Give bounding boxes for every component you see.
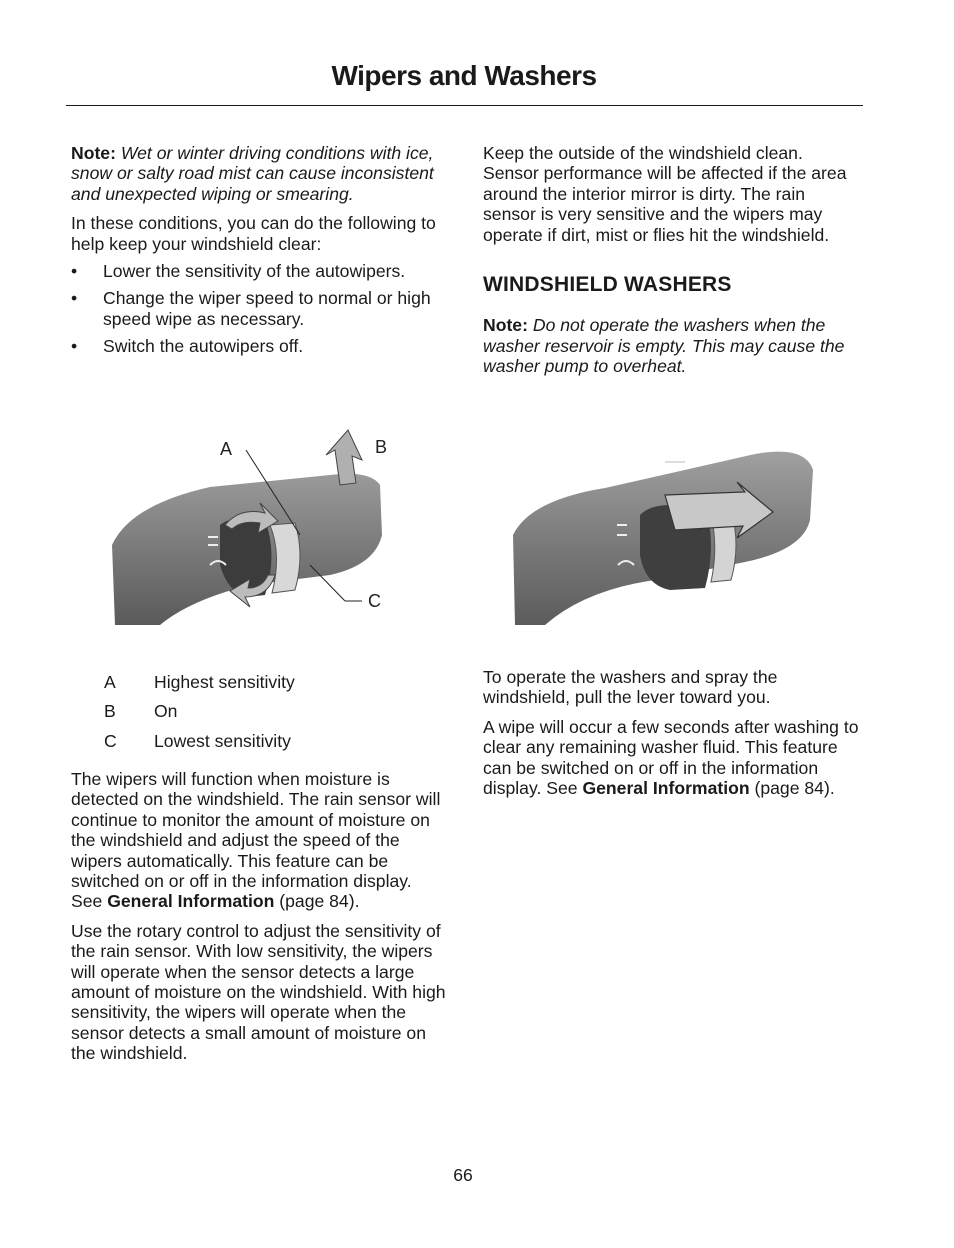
bullet-icon: • xyxy=(71,336,78,357)
page-number: 66 xyxy=(453,1165,473,1185)
tips-list xyxy=(71,261,447,357)
bullet-icon: • xyxy=(71,261,78,282)
title-divider xyxy=(66,105,863,106)
legend-key: B xyxy=(104,701,116,721)
note-text: Wet or winter driving conditions with ice, snow or salty road mist can cause inconsistent and unexpected wiping or smearing. xyxy=(71,143,434,204)
section-heading: WINDSHIELD WASHERS xyxy=(483,273,732,297)
general-information-link[interactable]: General Information xyxy=(582,778,750,799)
figure-label-a: A xyxy=(220,439,233,459)
note-label: Note: xyxy=(71,143,116,163)
legend-key: A xyxy=(104,672,116,692)
list-item: • Change the wiper speed to normal or high speed wipe as necessary. xyxy=(71,288,431,329)
legend-value: On xyxy=(154,701,178,721)
left-column-top xyxy=(71,143,447,364)
note-paragraph xyxy=(71,143,447,204)
right-column-bottom xyxy=(483,667,859,798)
rain-sensor-paragraph: The wipers will function when moisture is detected on the windshield. The rain sensor will continue to monitor the amount of moisture on the windshield and adjust the speed of the wipers automatically. This feature can be switched on or off in the information display. See General Information (page 84). xyxy=(71,769,441,912)
intro-paragraph: In these conditions, you can do the following to help keep your windshield clear: xyxy=(71,213,436,254)
washer-lever-illustration xyxy=(505,440,825,630)
list-item: • Switch the autowipers off. xyxy=(71,336,304,357)
legend-key: C xyxy=(104,731,117,751)
note-label: Note: xyxy=(483,315,528,336)
general-information-link[interactable]: General Information xyxy=(107,891,275,912)
list-item: • Lower the sensitivity of the autowipers. xyxy=(71,261,406,282)
figure-label-b: B xyxy=(375,437,388,457)
rotary-control-paragraph: Use the rotary control to adjust the sensitivity of the rain sensor. With low sensitivity, the wipers will operate when the sensor detects a large amount of moisture on the windshield. With high sensitivity, the wipers will operate when the sensor detects a small amount of moisture on the windshield. xyxy=(71,920,446,1064)
wiper-lever-rotary-illustration xyxy=(100,425,420,635)
page-title: Wipers and Washers xyxy=(331,60,597,91)
wipe-after-wash-paragraph: A wipe will occur a few seconds after washing to clear any remaining washer fluid. This feature can be switched on or off in the information display. See General Information (page 84). xyxy=(483,716,859,799)
washer-operation-paragraph: To operate the washers and spray the windshield, pull the lever toward you. xyxy=(483,667,778,708)
windshield-clean-paragraph: Keep the outside of the windshield clean. Sensor performance will be affected if the area around the interior mirror is dirty. The rain sensor is very sensitive and the wipers may operate if dirt, mist or flies hit the windshield. xyxy=(483,143,847,245)
right-column-top xyxy=(483,143,859,377)
washer-note-paragraph xyxy=(483,315,859,376)
note-text: Do not operate the washers when the washer reservoir is empty. This may cause the washer pump to overheat. xyxy=(483,315,845,377)
bullet-icon: • xyxy=(71,288,78,309)
legend-value: Highest sensitivity xyxy=(154,672,295,692)
left-column-bottom xyxy=(71,769,447,1064)
legend-value: Lowest sensitivity xyxy=(154,731,291,751)
figure-label-c: C xyxy=(368,591,381,611)
